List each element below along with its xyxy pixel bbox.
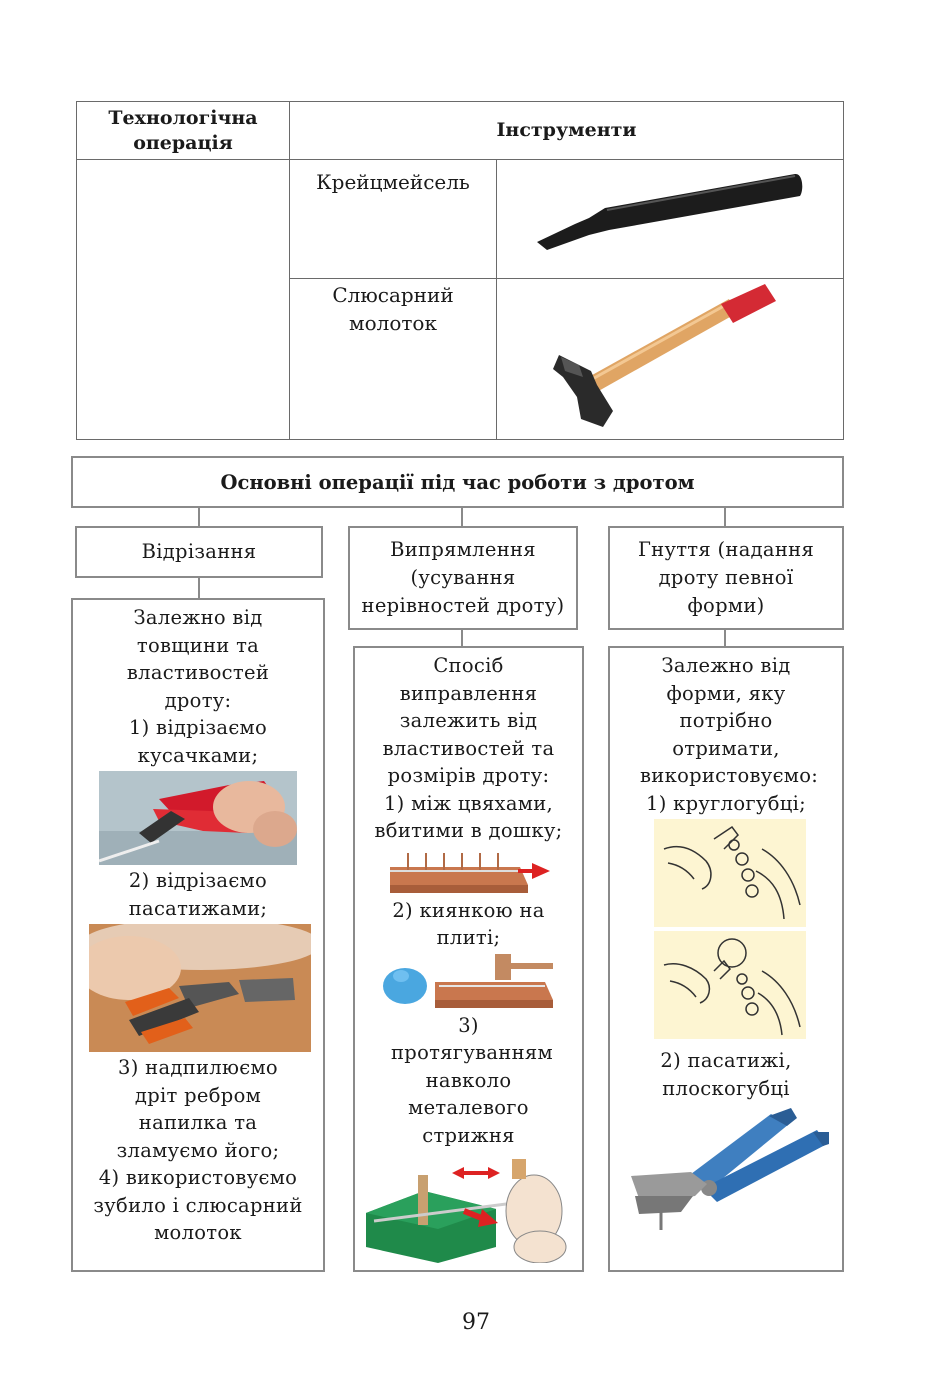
connector-line [198, 578, 200, 598]
cutting-step-4: 4) використовуємо зубило і слюсарний молоток [93, 1166, 303, 1244]
round-nose-pliers-drawing-icon [654, 819, 806, 927]
cross-cut-chisel-icon [497, 160, 842, 274]
page-number: 97 [462, 1310, 490, 1335]
board-with-nails-icon [384, 847, 554, 895]
straightening-intro: Спосіб виправлення залежить від властивостей та розмірів дроту: [382, 654, 555, 787]
bending-step-1: 1) круглогубці; [646, 791, 806, 815]
locksmith-hammer-icon [497, 279, 842, 435]
table-header-row [77, 102, 844, 160]
tool-name-chisel: Крейцмейсель [290, 160, 497, 279]
connector-line [461, 630, 463, 646]
straightening-step-1: 1) між цвяхами, вбитими в дошку; [374, 791, 563, 842]
cutting-intro: Залежно від товщини та властивостей дроту: [126, 606, 270, 712]
straightening-step-3: 3) протягуванням навколо металевого стрижня [391, 1013, 553, 1147]
tool-name-hammer: Слюсарний молоток [290, 279, 497, 440]
straightening-box [353, 646, 584, 1272]
header-cutting: Відрізання [75, 526, 323, 578]
connector-line [724, 508, 726, 526]
connector-line [724, 630, 726, 646]
header-straightening: Випрямлення (усування нерівностей дроту) [348, 526, 578, 630]
column-header-tools: Інструменти [290, 102, 844, 160]
cutting-step-1: 1) відрізаємо кусачками; [128, 716, 268, 767]
bending-box [608, 646, 844, 1272]
tools-table [76, 101, 844, 440]
combination-pliers-photo-icon [621, 1104, 831, 1232]
connector-line [198, 508, 200, 526]
column-header-operation: Технологічна операція [77, 102, 290, 160]
pliers-cutting-photo-icon [89, 924, 311, 1052]
cutting-box [71, 598, 325, 1272]
pulling-around-rod-icon [364, 1151, 574, 1263]
straightening-step-2: 2) киянкою на плиті; [392, 898, 545, 949]
bending-intro: Залежно від форми, яку потрібно отримати, використовуємо: [640, 654, 819, 787]
operation-cell-empty [77, 160, 290, 440]
hammer-image [497, 279, 844, 440]
header-bending: Гнуття (надання дроту певної форми) [608, 526, 844, 630]
chisel-image [497, 160, 844, 279]
round-nose-pliers-ring-drawing-icon [654, 931, 806, 1039]
bending-step-2: 2) пасатижі, плоскогубці [660, 1049, 792, 1100]
cutting-step-3: 3) надпилюємо дріт ребром напилка та зламуємо його; [116, 1056, 280, 1162]
wire-cutters-photo-icon [99, 771, 297, 865]
mallet-on-plate-icon [381, 954, 557, 1010]
table-row [77, 160, 844, 279]
diagram-title: Основні операції під час роботи з дротом [71, 456, 844, 508]
cutting-step-2: 2) відрізаємо пасатижами; [128, 869, 268, 920]
connector-line [461, 508, 463, 526]
